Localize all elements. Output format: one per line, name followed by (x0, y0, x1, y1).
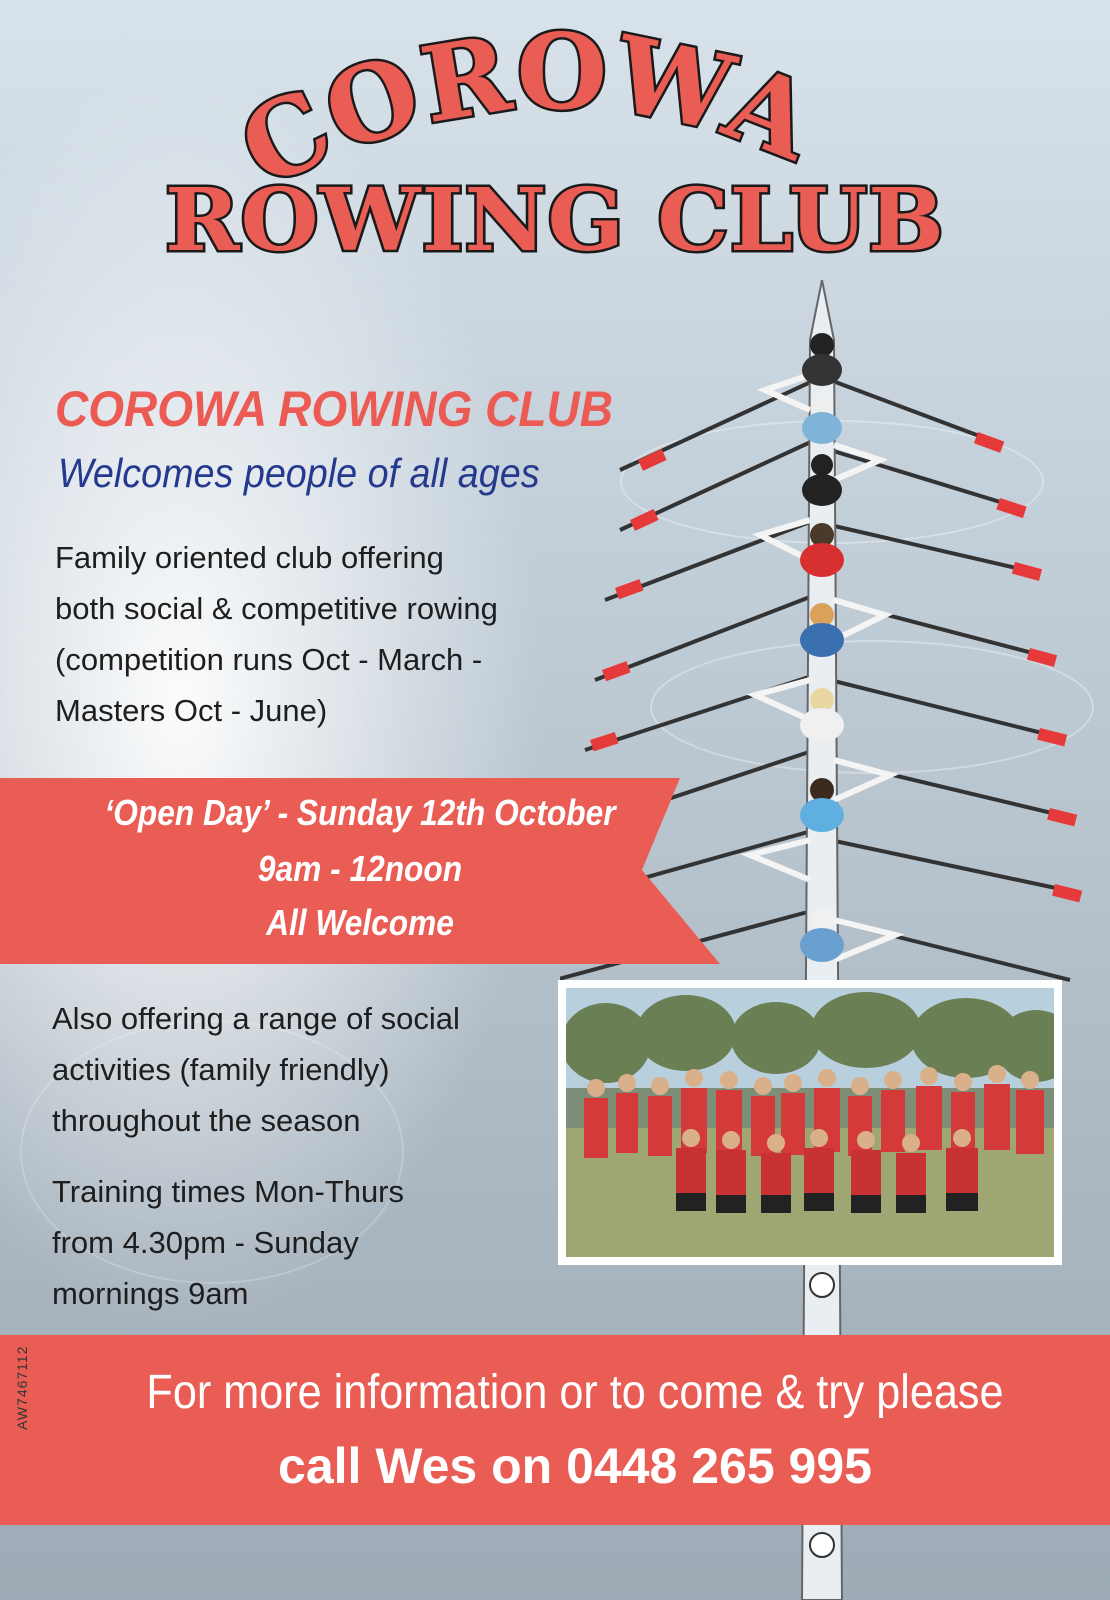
training-line: mornings 9am (52, 1276, 249, 1311)
contact-phone: call Wes on 0448 265 995 (278, 1438, 872, 1494)
social-line: Also offering a range of social (52, 1001, 460, 1036)
logo-line1: COROWA (221, 9, 832, 212)
contact-banner (0, 1335, 1110, 1525)
intro-paragraph (55, 532, 655, 736)
training-line: Training times Mon-Thurs (52, 1174, 405, 1209)
club-logo (0, 0, 1110, 300)
team-photo (558, 980, 1062, 1265)
training-line: from 4.30pm - Sunday (52, 1225, 359, 1260)
intro-line: (competition runs Oct - March - (55, 642, 483, 677)
social-line: throughout the season (52, 1103, 361, 1138)
ad-reference: AW7467112 (14, 1345, 30, 1430)
open-day-time: 9am - 12noon (257, 848, 463, 889)
team-photo-image (566, 988, 1054, 1257)
open-day-text (0, 778, 720, 964)
logo-line2: ROWING CLUB (165, 170, 945, 271)
intro-line: Family oriented club offering (55, 540, 444, 575)
social-paragraph (52, 993, 572, 1146)
training-paragraph (52, 1166, 572, 1319)
welcome-subheading: Welcomes people of all ages (58, 450, 540, 496)
intro-line: Masters Oct - June) (55, 693, 328, 728)
open-day-welcome: All Welcome (266, 902, 454, 943)
intro-line: both social & competitive rowing (55, 591, 498, 626)
club-heading: COROWA ROWING CLUB (55, 381, 613, 437)
open-day-date: ‘Open Day’ - Sunday 12th October (104, 792, 616, 833)
social-line: activities (family friendly) (52, 1052, 390, 1087)
contact-invite: For more information or to come & try please (146, 1366, 1004, 1419)
